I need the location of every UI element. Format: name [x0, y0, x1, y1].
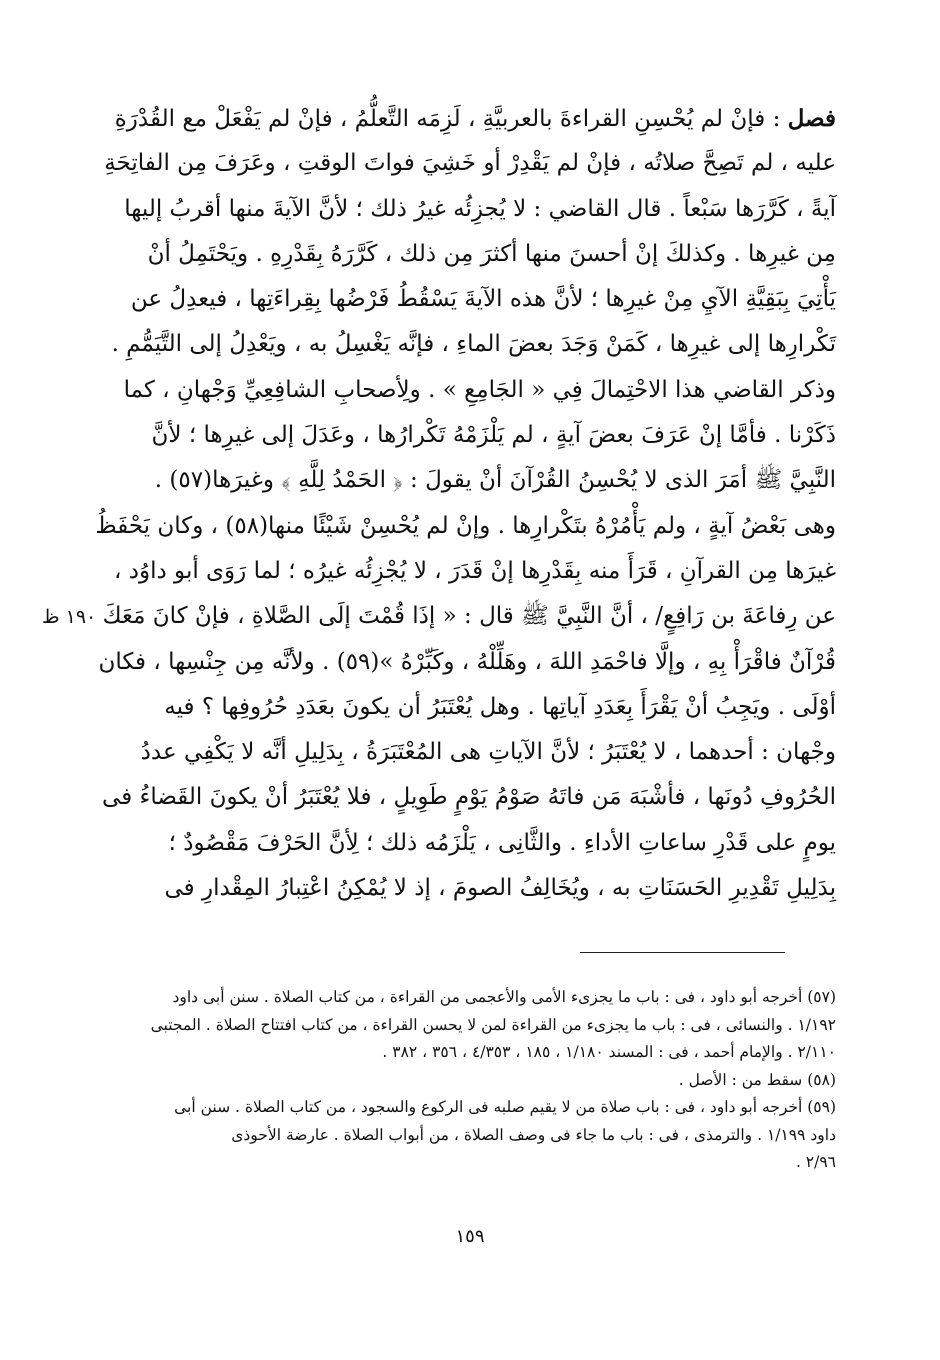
text-line: يومٍ على قَدْرِ ساعاتِ الأداءِ . والثَّانِى ، يَلْزَمُه ذلك ؛ لِأنَّ الحَرْفَ مَقْصُودٌ ؛	[168, 829, 836, 856]
footnote-line: ٢/١١٠ . والإمام أحمد ، فى : المسند ١/١٨٠ ، ١٨٥ ، ٤/٣٥٣ ، ٣٥٦ ، ٣٨٢ .	[382, 1043, 836, 1061]
text-line: قُرْآنٌ فاقْرَأْ بِهِ ، وإلَّا فاحْمَدِ اللهَ ، وهَلِّلْهُ ، وكَبِّرْهُ »(٥٩) . ولأنَّه مِن جِنْسِها ، فكان	[98, 648, 836, 675]
text-line: غيرَها مِن القرآنِ ، قَرَأَ منه بِقَدْرِها إنْ قَدَرَ ، لا يُجْزِئُه غيرُه ؛ لما رَوَى أبو داوُد ،	[114, 557, 836, 584]
text-line: النَّبِيَّ ﷺ أمَرَ الذى لا يُحْسِنُ القُرْآنَ أنْ يقولَ : ﴿ الحَمْدُ لِلَّهِ ﴾ وغيرَها(٥٧) .	[154, 467, 836, 494]
manuscript-folio-note: ١٩٠ ظ	[42, 606, 97, 628]
line-text: : فإنْ لم يُحْسِنِ القراءةَ بالعربيَّةِ ، لَزِمَه التَّعلُّمُ ، فإنْ لم يَفْعَلْ مع القُدْرَةِ	[114, 106, 781, 132]
text-line: الحُرُوفِ دُونَها ، فأشْبَهَ مَن فاتَهُ صَوْمُ يَوْمٍ طَوِيلٍ ، فلا يُعْتَبَرُ أنْ يكونَ القَضاءُ فى	[102, 784, 836, 811]
footnote-line: داود ١/١٩٩ . والترمذى ، فى : باب ما جاء فى وصف الصلاة ، من أبواب الصلاة . عارضة الأحوذى	[231, 1125, 836, 1144]
footnotes	[128, 984, 836, 1177]
footnote-line: ١/١٩٢ . والنسائى ، فى : باب ما يجزىء من القراءة لمن لا يحسن القراءة ، من كتاب افتتاح الصلاة . المجتبى	[150, 1015, 836, 1034]
text-line: يَأْتِيَ بِبَقِيَّةِ الآيِ مِنْ غيرِها ؛ لأنَّ هذه الآيةَ يَسْقُطُ فَرْضُها بِقِراءَتِها ، فيعدِلُ عن	[130, 286, 836, 313]
text-line: بِدَلِيلِ تَقْدِيرِ الحَسَنَاتِ به ، ويُخَالِفُ الصومَ ، إذ لا يُمْكِنُ اعْتِبارُ المِقْدارِ فى	[164, 875, 836, 902]
text-line: وهى بَعْضُ آيةٍ ، ولم يَأْمُرْهُ بتَكْرارِها . وإنْ لم يُحْسِنْ شَيْئًا منها(٥٨) ، وكان يَحْفَظُ	[95, 512, 836, 539]
text-line: أوْلَى . ويَجِبُ أنْ يَقْرَأَ بِعَدَدِ آياتِها . وهل يُعْتَبَرُ أن يكونَ بعَدَدِ حُرُوفِها ؟ فيه	[164, 693, 836, 720]
main-text	[95, 96, 836, 911]
footnote-line: ٢/٩٦ .	[795, 1153, 836, 1171]
text-line: ذَكَرْنا . فأمَّا إنْ عَرَفَ بعضَ آيةٍ ، لم يَلْزَمْهُ تَكْرارُها ، وعَدَلَ إلى غيرِها ؛ لأنَّ	[151, 422, 836, 449]
footnote-separator	[580, 952, 785, 953]
footnote-line: (٥٧) أخرجه أبو داود ، فى : باب ما يجزىء الأمى والأعجمى من القراءة ، من كتاب الصلاة . سنن أبى داود	[172, 988, 836, 1006]
text-line	[114, 96, 836, 141]
footnote-line: (٥٨) سقط من : الأصل .	[678, 1070, 836, 1089]
text-line: عليه ، لم تَصِحَّ صلاتُه ، فإنْ لم يَقْدِرْ أو خَشِيَ فواتَ الوقتِ ، وعَرَفَ مِن الفاتِحَةِ	[104, 150, 836, 177]
text-line: وجْهان : أحدهما ، لا يُعْتَبَرُ ؛ لأنَّ الآياتِ هى المُعْتَبَرَةُ ، بِدَلِيلِ أنَّه لا يَكْفِي عددُ	[140, 739, 836, 766]
page-number: ١٥٩	[455, 1226, 485, 1247]
text-line: وذكر القاضي هذا الاحْتِمالَ فِي « الجَامِعِ » . ولِأصحابِ الشافِعِيِّ وَجْهانِ ، كما	[123, 376, 836, 403]
footnote-line: (٥٩) أخرجه أبو داود ، فى : باب صلاة من لا يقيم صلبه فى الركوع والسجود ، من كتاب الصلاة . سنن أبى	[174, 1098, 836, 1116]
text-line: عن رِفاعَةَ بن رَافِعٍ/ ، أنَّ النَّبِيَّ ﷺ قال : « إذَا قُمْتَ إلَى الصَّلاةِ ، فإنْ كانَ مَعَكَ	[102, 603, 836, 630]
text-line: مِن غيرِها . وكذلكَ إنْ أحسنَ منها أكثرَ مِن ذلك ، كَرَّرَهُ بِقَدْرِهِ . ويَحْتَمِلُ أنْ	[147, 240, 836, 267]
text-line: تَكْرارِها إلى غيرِها ، كَمَنْ وَجَدَ بعضَ الماءِ ، فإنَّه يَغْسِلُ به ، ويَعْدِلُ إلى التَّيَمُّمِ .	[111, 331, 836, 358]
section-heading: فصل	[787, 105, 836, 132]
text-line: آيةً ، كَرَّرَها سَبْعاً . قال القاضي : لا يُجزِئُه غيرُ ذلك ؛ لأنَّ الآيةَ منها أقربُ إليها	[124, 195, 836, 222]
